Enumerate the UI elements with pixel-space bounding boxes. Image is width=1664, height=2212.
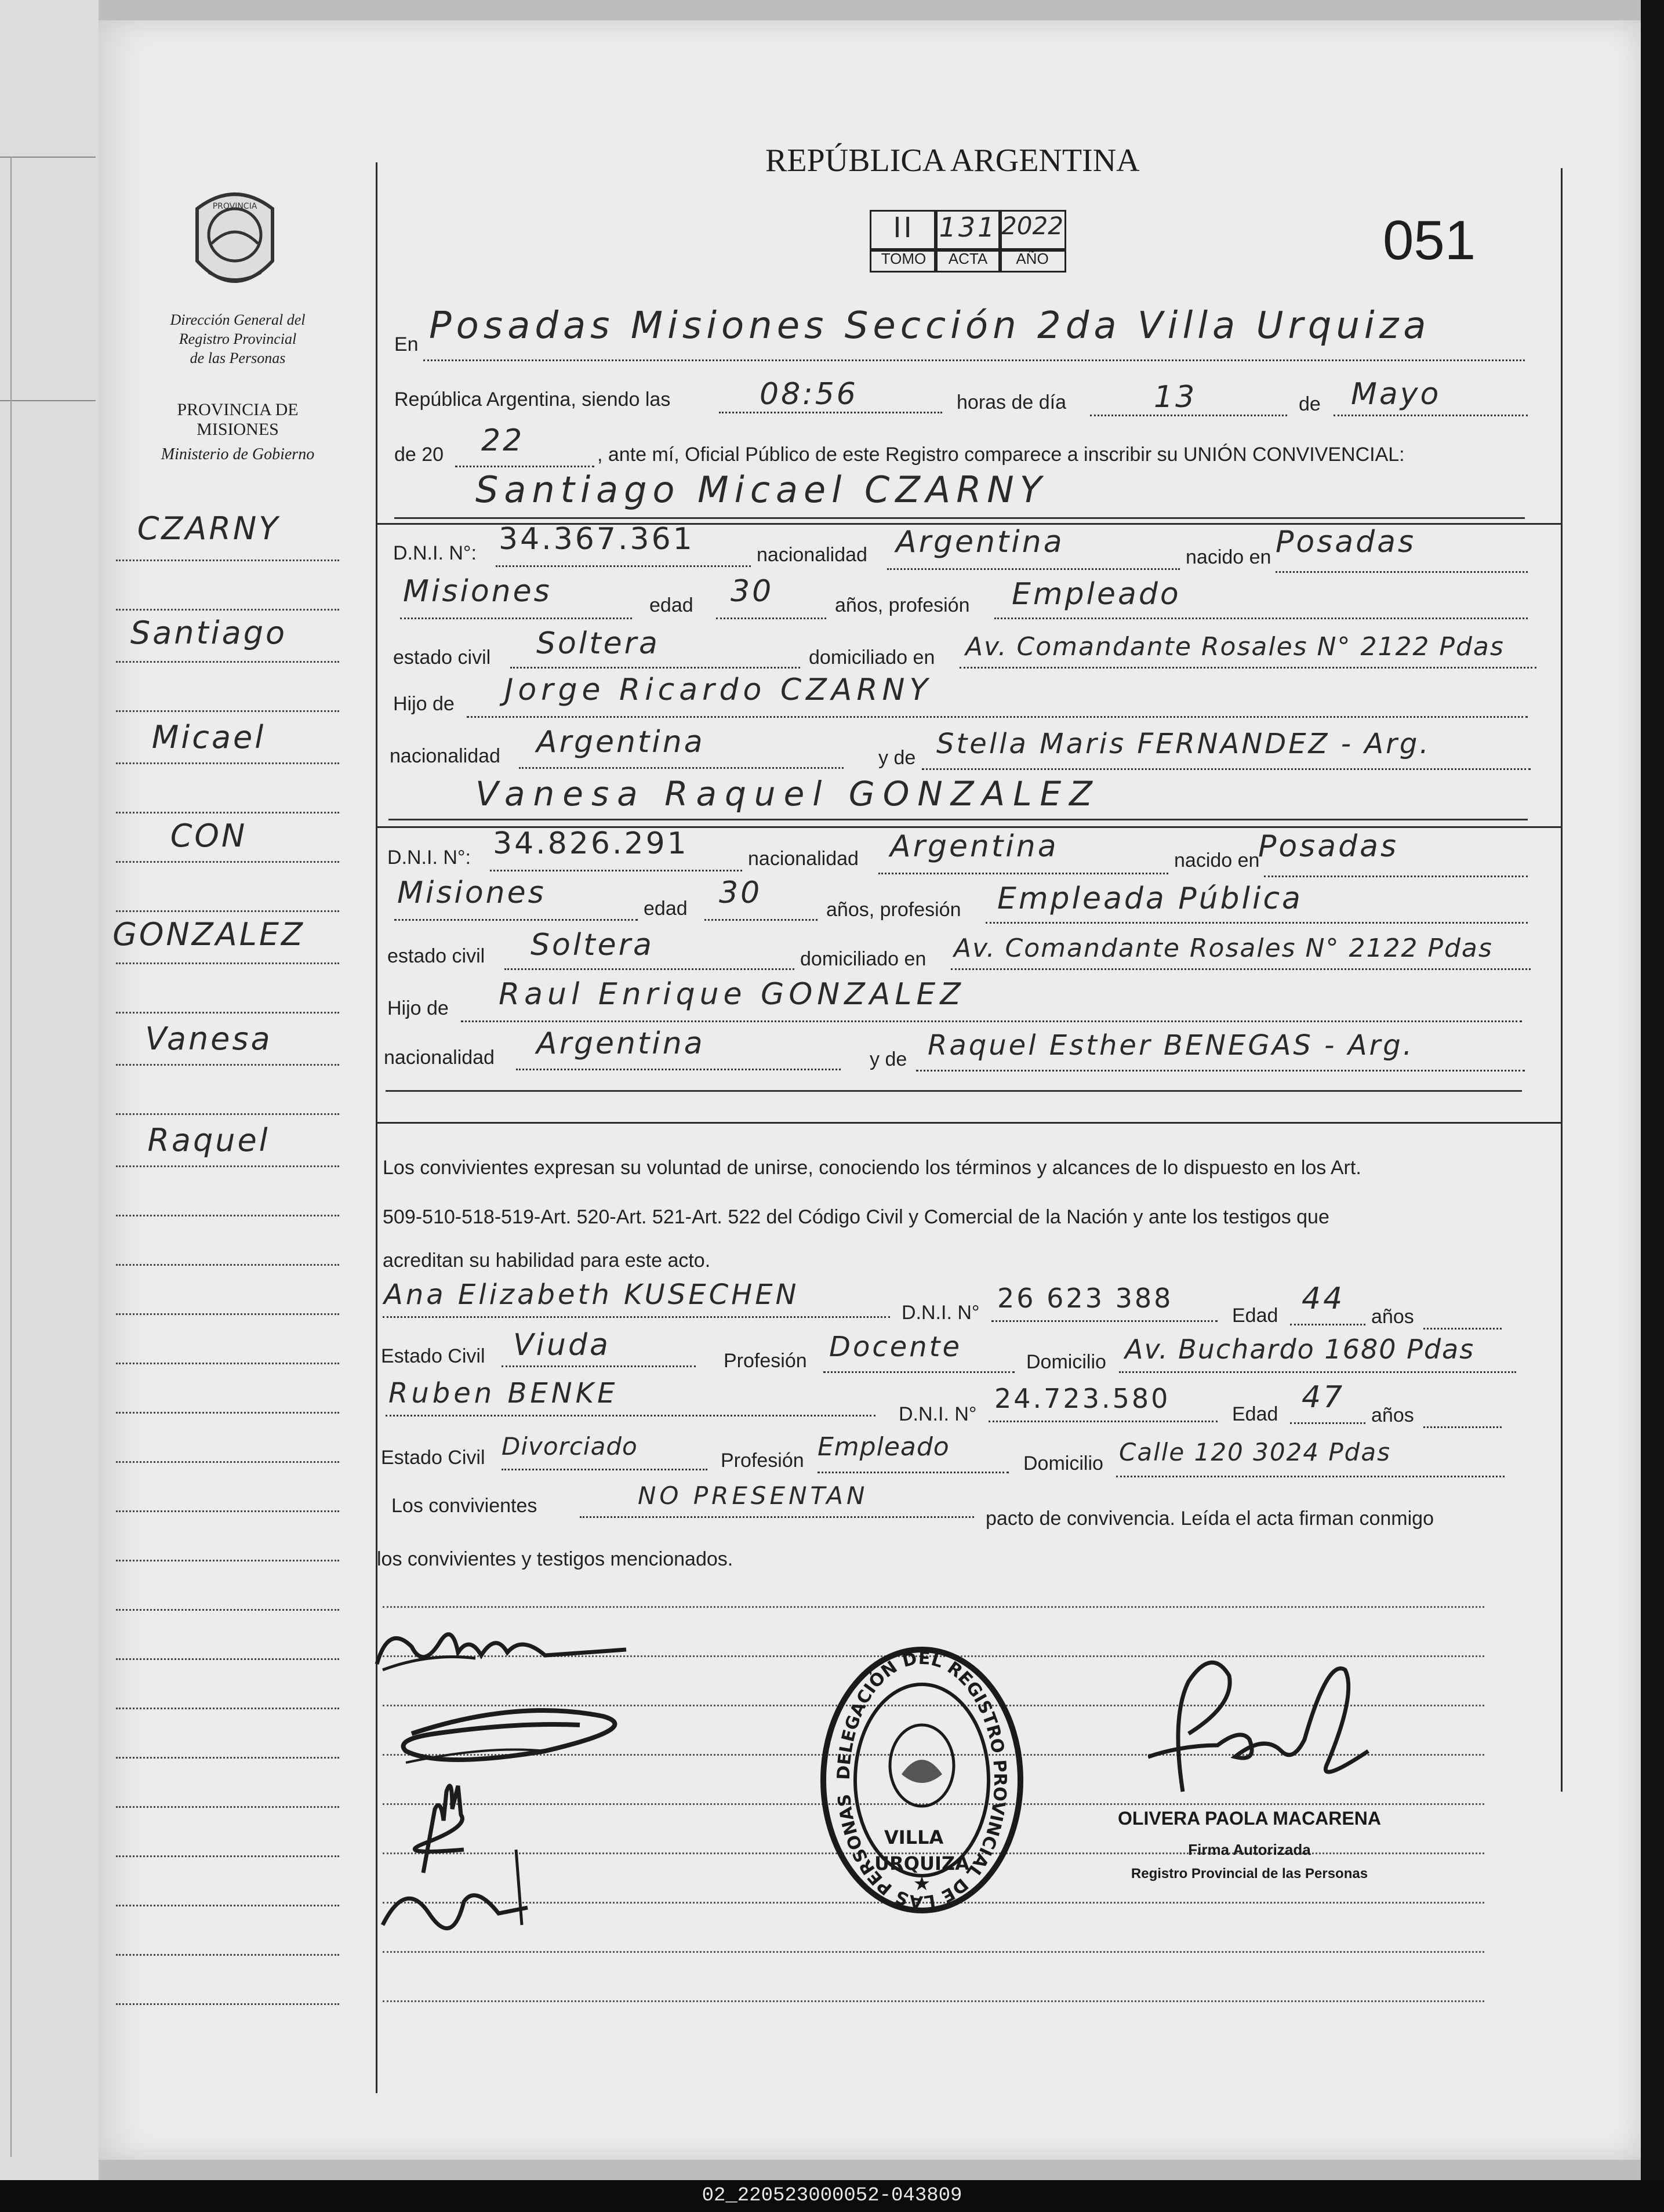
previous-page-edge — [0, 0, 99, 2180]
ministerio-text: Ministerio de Gobierno — [161, 445, 315, 463]
witness-2-name: Ruben BENKE — [388, 1377, 619, 1410]
official-role: Firma Autorizada — [1188, 1841, 1311, 1858]
official-name: OLIVERA PAOLA MACARENA — [1118, 1808, 1381, 1829]
w1-anios-label: años — [1371, 1306, 1414, 1328]
country-title: REPÚBLICA ARGENTINA — [765, 143, 1140, 179]
domicilio-label: domiciliado en — [800, 948, 927, 970]
scanner-edge — [1641, 0, 1664, 2180]
nacionalidad-value: Argentina — [890, 829, 1059, 864]
svg-text:★: ★ — [913, 1873, 931, 1895]
hora-value: 08:56 — [760, 377, 858, 412]
padre-value: Jorge Ricardo CZARNY — [504, 673, 933, 707]
official-office: Registro Provincial de las Personas — [1131, 1866, 1368, 1882]
contrayente-2-name: Vanesa Raquel GONZALEZ — [475, 774, 1100, 813]
nac-padre-value: Argentina — [536, 725, 705, 760]
closing-line-2: los convivientes y testigos mencionados. — [377, 1548, 733, 1570]
estado-value: Soltera — [536, 626, 660, 661]
place-value: Posadas Misiones Sección 2da Villa Urquiza — [429, 304, 1431, 347]
yde-label: y de — [870, 1048, 907, 1070]
legal-line-3: acreditan su habilidad para este acto. — [383, 1250, 711, 1272]
w1-domicilio-value: Av. Buchardo 1680 Pdas — [1125, 1334, 1475, 1365]
anio-value: 2022 — [1001, 212, 1063, 240]
acta-value: 131 — [939, 212, 997, 243]
nac-padre-label: nacionalidad — [390, 745, 500, 767]
w1-edad-label: Edad — [1232, 1305, 1278, 1327]
mes-value: Mayo — [1351, 377, 1441, 412]
w1-profesion-label: Profesión — [724, 1350, 807, 1372]
nacionalidad-label: nacionalidad — [757, 544, 867, 566]
de20-label: de 20 — [394, 444, 444, 466]
madre-value: Raquel Esther BENEGAS - Arg. — [928, 1029, 1415, 1062]
provincia-seal-icon — [186, 186, 284, 296]
nacido-value-2: Misiones — [397, 876, 546, 910]
w1-estado-value: Viuda — [513, 1328, 611, 1363]
dia-value: 13 — [1154, 380, 1197, 415]
republica-label: República Argentina, siendo las — [394, 388, 671, 411]
nacido-label: nacido en — [1174, 849, 1260, 871]
w2-domicilio-value: Calle 120 3024 Pdas — [1119, 1438, 1391, 1466]
profesion-label: años, profesión — [826, 899, 961, 921]
nac-padre-label: nacionalidad — [384, 1047, 495, 1069]
edad-label: edad — [644, 898, 688, 920]
closing-after: pacto de convivencia. Leída el acta firman conmigo — [986, 1508, 1434, 1530]
nacionalidad-label: nacionalidad — [748, 848, 859, 870]
dni-label: D.N.I. N°: — [387, 847, 471, 869]
edad-value: 30 — [719, 876, 762, 910]
yde-label: y de — [878, 747, 916, 769]
svg-text:DELEGACIÓN DEL REGISTRO PROVIN: DELEGACIÓN DEL REGISTRO PROVINCIAL DE LAS PERSONAS — [833, 1648, 1011, 1912]
witness-signatures-icon — [371, 1600, 638, 1937]
sidebar-name: Raquel — [147, 1122, 270, 1158]
tomo-box — [870, 210, 938, 252]
w2-dni-label: D.N.I. N° — [899, 1403, 977, 1425]
closing-value: NO PRESENTAN — [638, 1481, 869, 1510]
w2-dni-value: 24.723.580 — [994, 1383, 1171, 1414]
w2-profesion-label: Profesión — [721, 1450, 804, 1472]
edad-value: 30 — [731, 574, 774, 609]
w2-estado-value: Divorciado — [502, 1432, 638, 1461]
contrayente-1-name: Santiago Micael CZARNY — [475, 468, 1048, 511]
scan-id: 02_220523000052-043809 — [702, 2185, 962, 2207]
domicilio-label: domiciliado en — [809, 646, 935, 669]
profesion-value: Empleada Pública — [997, 881, 1303, 916]
svg-text:PROVINCIA: PROVINCIA — [212, 202, 257, 211]
dni-label: D.N.I. N°: — [393, 542, 477, 564]
domicilio-value: Av. Comandante Rosales N° 2122 Pdas — [965, 632, 1505, 662]
legal-line-2: 509-510-518-519-Art. 520-Art. 521-Art. 522 del Código Civil y Comercial de la Nación y ante los testigos que — [383, 1206, 1329, 1228]
nacido-value: Posadas — [1258, 829, 1399, 864]
w1-estado-label: Estado Civil — [381, 1345, 485, 1367]
nacido-label: nacido en — [1186, 546, 1271, 568]
anio-box — [998, 210, 1066, 252]
profesion-label: años, profesión — [835, 594, 970, 616]
estado-label: estado civil — [393, 646, 491, 669]
direccion-text: Dirección General del Registro Provincial de las Personas — [170, 311, 306, 366]
madre-value: Stella Maris FERNANDEZ - Arg. — [936, 728, 1431, 760]
right-border — [1561, 168, 1563, 1792]
nacionalidad-value: Argentina — [896, 525, 1064, 560]
w2-edad-label: Edad — [1232, 1403, 1278, 1425]
w1-profesion-value: Docente — [829, 1331, 962, 1363]
acta-label: ACTA — [934, 248, 1002, 273]
nacido-value-2: Misiones — [403, 574, 552, 609]
padre-value: Raul Enrique GONZALEZ — [499, 977, 965, 1012]
w1-domicilio-label: Domicilio — [1026, 1351, 1106, 1373]
w2-estado-label: Estado Civil — [381, 1447, 485, 1469]
hijo-label: Hijo de — [393, 693, 455, 715]
legal-line-1: Los convivientes expresan su voluntad de unirse, conociendo los términos y alcances de lo dispuesto en los Art. — [383, 1157, 1361, 1179]
official-signature-icon — [1148, 1647, 1391, 1821]
dni-value: 34.826.291 — [493, 826, 689, 861]
hijo-label: Hijo de — [387, 997, 449, 1019]
comparece-text: , ante mí, Oficial Público de este Registro comparece a inscribir su UNIÓN CONVIVENCIAL: — [597, 444, 1405, 466]
acta-box — [934, 210, 1002, 252]
w1-edad-value: 44 — [1302, 1281, 1345, 1316]
svg-text:VILLA: VILLA — [884, 1826, 944, 1848]
en-label: En — [394, 333, 419, 355]
anio-label: AÑO — [998, 248, 1066, 273]
de-label: de — [1299, 393, 1321, 415]
nacido-value: Posadas — [1276, 525, 1416, 560]
sidebar-name: CZARNY — [137, 510, 281, 547]
dni-value: 34.367.361 — [499, 522, 695, 557]
sidebar-name: Micael — [151, 719, 266, 756]
witness-1-name: Ana Elizabeth KUSECHEN — [384, 1278, 800, 1311]
domicilio-value: Av. Comandante Rosales N° 2122 Pdas — [954, 934, 1493, 963]
w2-domicilio-label: Domicilio — [1023, 1452, 1103, 1474]
closing-label: Los convivientes — [391, 1495, 537, 1517]
edad-label: edad — [649, 594, 693, 616]
page-number: 051 — [1383, 209, 1476, 271]
sidebar-name: GONZALEZ — [112, 916, 305, 953]
w1-dni-label: D.N.I. N° — [902, 1302, 980, 1324]
estado-value: Soltera — [531, 928, 654, 962]
horas-label: horas de día — [957, 391, 1067, 413]
sidebar-name: Santiago — [130, 615, 288, 651]
svg-text:URQUIZA: URQUIZA — [874, 1853, 969, 1875]
anio-value: 22 — [481, 423, 525, 458]
w2-anios-label: años — [1371, 1404, 1414, 1426]
provincia-text: PROVINCIA DE MISIONES — [177, 400, 299, 439]
sidebar-name: CON — [170, 818, 248, 854]
w2-edad-value: 47 — [1302, 1380, 1345, 1415]
registro-stamp-icon — [815, 1641, 1029, 1919]
estado-label: estado civil — [387, 945, 485, 967]
profesion-value: Empleado — [1012, 577, 1181, 612]
tomo-value: II — [893, 212, 914, 244]
w2-profesion-value: Empleado — [818, 1432, 950, 1462]
scan-footer — [0, 2180, 1664, 2212]
tomo-label: TOMO — [870, 248, 938, 273]
nac-padre-value: Argentina — [536, 1026, 705, 1061]
sidebar-name: Vanesa — [145, 1020, 273, 1057]
w1-dni-value: 26 623 388 — [997, 1283, 1173, 1314]
